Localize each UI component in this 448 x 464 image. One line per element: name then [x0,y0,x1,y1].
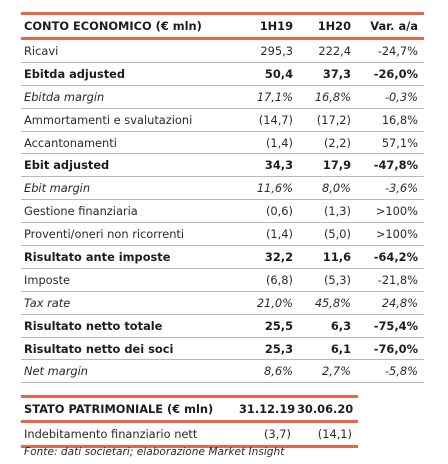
value-1h20: 8,0% [299,177,357,200]
value-1h20: 37,3 [299,62,357,85]
value-var: >100% [357,223,424,246]
income-title: CONTO ECONOMICO (€ mln) [24,19,202,33]
value-var: -5,8% [357,360,424,383]
row-label: Ebitda adjusted [21,62,239,85]
row-label: Gestione finanziaria [21,200,239,223]
header-1h20: 1H20 [317,19,351,33]
table-row [21,154,424,177]
value-1h19: 32,2 [239,246,299,269]
value-var: -21,8% [357,268,424,291]
source-note: Fonte: dati societari; elaborazione Market Insight [24,446,285,458]
value-1h19: 17,1% [239,85,299,108]
income-header-row [21,15,424,37]
value-1h20: (1,3) [299,200,357,223]
income-statement-table [21,15,424,37]
table-row [21,223,424,246]
value-var: -64,2% [357,246,424,269]
table-row [21,268,424,291]
income-body [21,40,424,383]
value-var: -76,0% [357,337,424,360]
value-1h20: (5,0) [299,223,357,246]
value-var: -75,4% [357,314,424,337]
value-1h19: 25,3 [239,337,299,360]
value-1h20: 11,6 [299,246,357,269]
balance-title: STATO PATRIMONIALE (€ mln) [24,402,214,417]
value-1h20: (2,2) [299,131,357,154]
table-row [21,131,424,154]
value-1h20: 222,4 [299,40,357,62]
financial-tables [21,12,424,448]
row-label: Indebitamento finanziario nett [24,427,198,442]
value-var: -47,8% [357,154,424,177]
header-1h19: 1H19 [259,19,293,33]
value-1h20: (5,3) [299,268,357,291]
value-var: -26,0% [357,62,424,85]
value-1h19: (1,4) [239,131,299,154]
row-label: Risultato netto totale [21,314,239,337]
row-label: Imposte [21,268,239,291]
balance-sheet-table [21,398,358,420]
table-row [21,360,424,383]
value-1h19: (6,8) [239,268,299,291]
value-30-06-20: (14,1) [317,427,352,442]
value-31-12-19: (3,7) [263,427,291,442]
value-1h20: 2,7% [299,360,357,383]
table-row [21,423,358,445]
row-label: Risultato netto dei soci [21,337,239,360]
value-1h20: 16,8% [299,85,357,108]
value-1h19: 34,3 [239,154,299,177]
row-label: Proventi/oneri non ricorrenti [21,223,239,246]
value-1h19: 50,4 [239,62,299,85]
table-row [21,200,424,223]
value-1h20: (17,2) [299,108,357,131]
value-1h20: 6,1 [299,337,357,360]
table-row [21,108,424,131]
value-var: -24,7% [357,40,424,62]
value-var: -0,3% [357,85,424,108]
header-31-12-19: 31.12.19 [239,402,296,417]
table-row [21,40,424,62]
value-1h19: (1,4) [239,223,299,246]
value-1h20: 17,9 [299,154,357,177]
row-label: Ebitda margin [21,85,239,108]
header-var: Var. a/a [370,19,418,33]
table-row [21,246,424,269]
row-label: Ebit adjusted [21,154,239,177]
row-label: Ebit margin [21,177,239,200]
value-var: -3,6% [357,177,424,200]
value-var: 24,8% [357,291,424,314]
value-1h19: 21,0% [239,291,299,314]
value-var: 57,1% [357,131,424,154]
row-label: Ammortamenti e svalutazioni [21,108,239,131]
value-1h19: 295,3 [239,40,299,62]
value-1h19: 25,5 [239,314,299,337]
value-1h19: 11,6% [239,177,299,200]
row-label: Ricavi [21,40,239,62]
value-var: 16,8% [357,108,424,131]
balance-header-row [21,398,358,420]
table-row [21,314,424,337]
row-label: Net margin [21,360,239,383]
table-gap [21,383,424,395]
table-row [21,62,424,85]
value-var: >100% [357,200,424,223]
value-1h20: 45,8% [299,291,357,314]
value-1h19: (14,7) [239,108,299,131]
row-label: Accantonamenti [21,131,239,154]
value-1h19: 8,6% [239,360,299,383]
row-label: Risultato ante imposte [21,246,239,269]
table-row [21,291,424,314]
table-row [21,177,424,200]
value-1h19: (0,6) [239,200,299,223]
balance-body [21,423,358,445]
value-1h20: 6,3 [299,314,357,337]
table-row [21,85,424,108]
row-label: Tax rate [21,291,239,314]
header-30-06-20: 30.06.20 [297,402,354,417]
table-row [21,337,424,360]
